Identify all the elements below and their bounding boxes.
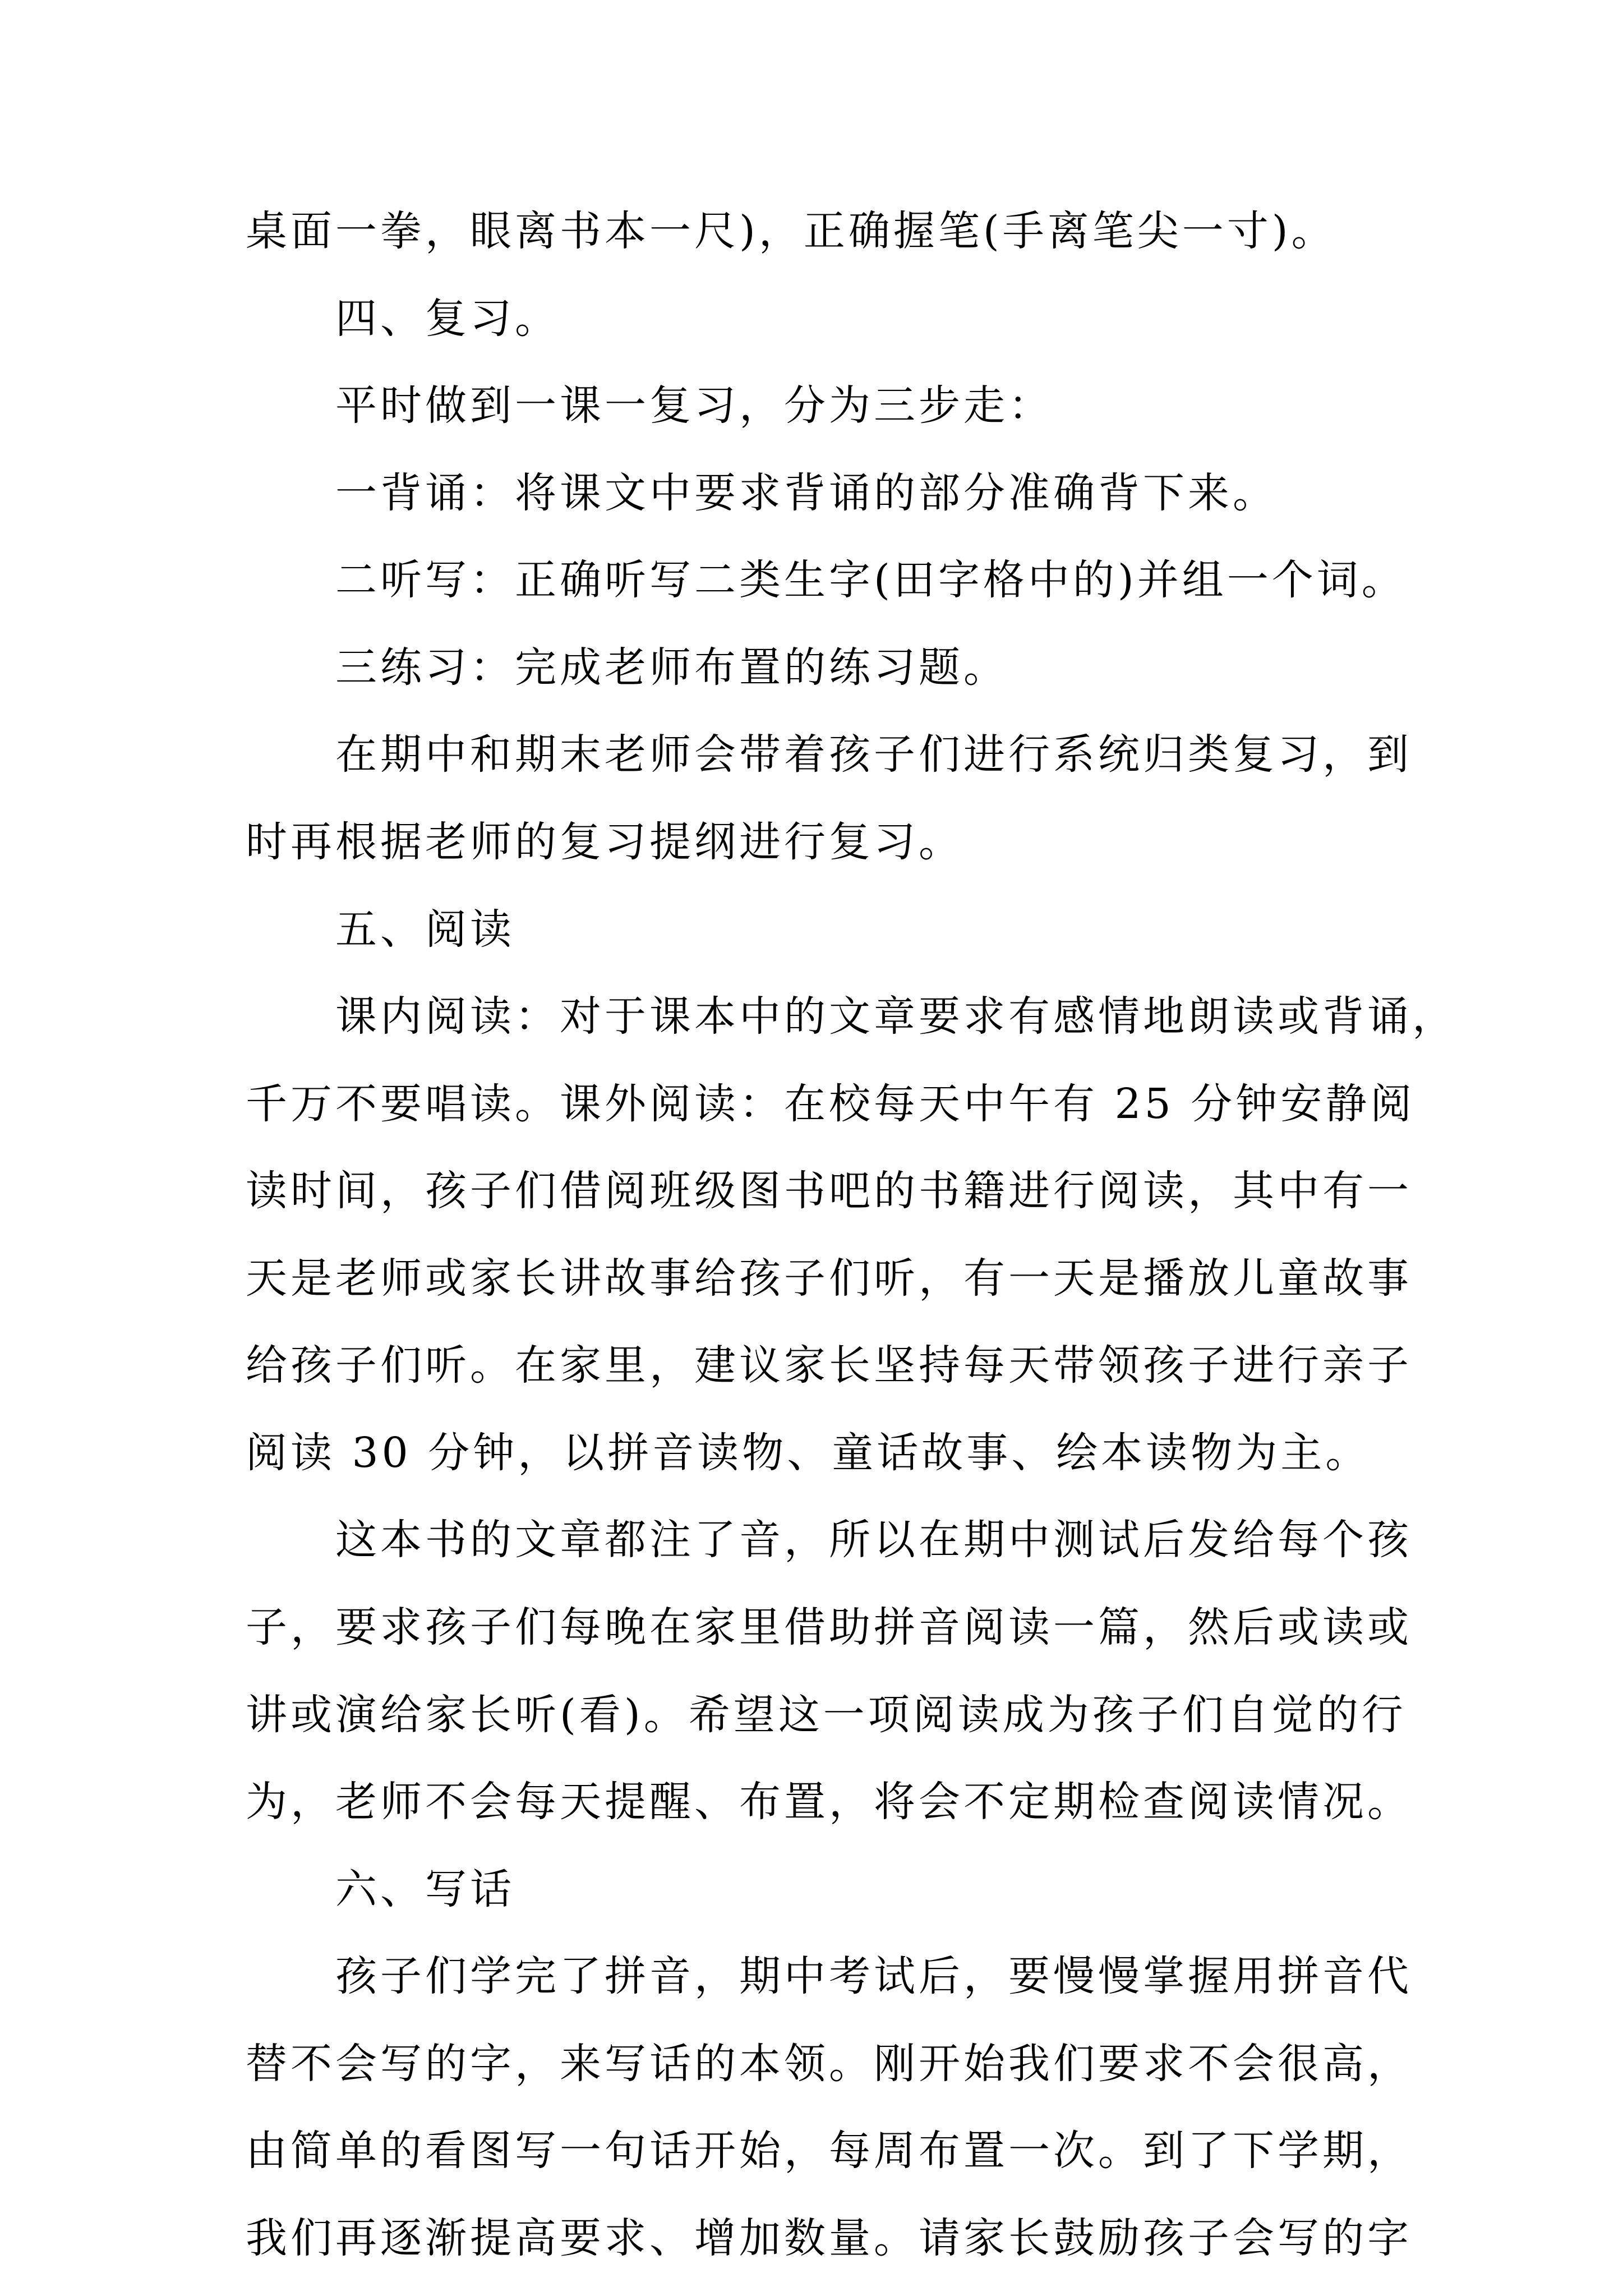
text-line: 由简单的看图写一句话开始，每周布置一次。到了下学期， [246, 2127, 1412, 2175]
text-line: 桌面一拳，眼离书本一尺)，正确握笔(手离笔尖一寸)。 [246, 207, 1336, 255]
section-heading: 四、复习。 [335, 295, 560, 343]
text-line: 我们再逐渐提高要求、增加数量。请家长鼓励孩子会写的字 [246, 2214, 1412, 2262]
section-heading: 五、阅读 [335, 905, 515, 954]
text-line: 一背诵：将课文中要求背诵的部分准确背下来。 [335, 469, 1278, 517]
text-line: 讲或演给家长听(看)。希望这一项阅读成为孩子们自觉的行 [246, 1691, 1407, 1739]
text-line: 孩子们学完了拼音，期中考试后，要慢慢掌握用拼音代 [335, 1952, 1412, 2000]
text-line: 给孩子们听。在家里，建议家长坚持每天带领孩子进行亲子 [246, 1341, 1412, 1389]
section-heading: 六、写话 [335, 1865, 515, 1913]
text-line: 为，老师不会每天提醒、布置，将会不定期检查阅读情况。 [246, 1778, 1412, 1826]
text-line: 天是老师或家长讲故事给孩子们听，有一天是播放儿童故事 [246, 1254, 1412, 1303]
text-line: 这本书的文章都注了音，所以在期中测试后发给每个孩 [335, 1516, 1412, 1564]
text-line: 读时间，孩子们借阅班级图书吧的书籍进行阅读，其中有一 [246, 1167, 1412, 1215]
text-line: 课内阅读：对于课本中的文章要求有感情地朗读或背诵， [335, 992, 1457, 1041]
text-line: 替不会写的字，来写话的本领。刚开始我们要求不会很高， [246, 2040, 1412, 2088]
text-line: 阅读 30 分钟，以拼音读物、童话故事、绘本读物为主。 [246, 1429, 1371, 1477]
text-line: 二听写：正确听写二类生字(田字格中的)并组一个词。 [335, 556, 1407, 604]
text-line: 在期中和期末老师会带着孩子们进行系统归类复习，到 [335, 730, 1412, 779]
text-line: 平时做到一课一复习，分为三步走： [335, 381, 1053, 430]
text-line: 子，要求孩子们每晚在家里借助拼音阅读一篇，然后或读或 [246, 1603, 1412, 1651]
text-line: 三练习：完成老师布置的练习题。 [335, 643, 1008, 692]
text-line: 时再根据老师的复习提纲进行复习。 [246, 818, 963, 866]
text-line: 千万不要唱读。课外阅读：在校每天中午有 25 分钟安静阅 [246, 1080, 1415, 1128]
